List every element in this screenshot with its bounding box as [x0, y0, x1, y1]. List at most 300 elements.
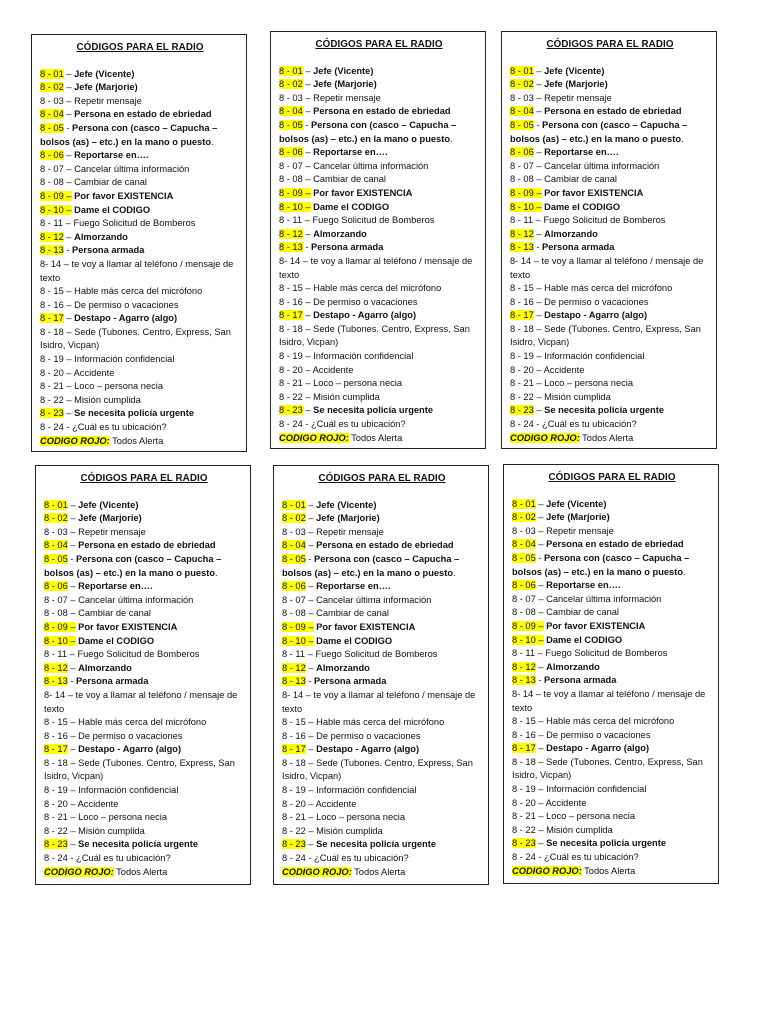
code-number: 8 - 02 — [512, 512, 536, 523]
code-number: 8 - 11 — [282, 649, 306, 660]
code-separator: – — [533, 296, 545, 307]
code-number: 8 - 21 — [512, 811, 536, 822]
code-number: 8 - 18 — [512, 756, 536, 767]
code-separator: – — [302, 391, 314, 402]
code-entry — [510, 65, 710, 79]
code-separator: – — [533, 688, 544, 699]
code-number: 8 - 19 — [279, 351, 303, 362]
code-meaning: Accidente — [543, 364, 585, 375]
code-meaning: Por favor EXISTENCIA — [316, 621, 416, 632]
code-meaning: te voy a llamar al teléfono / mensaje de texto — [279, 255, 473, 280]
code-number: 8 - 03 — [282, 526, 306, 537]
code-separator: – — [67, 513, 79, 524]
code-separator: - — [535, 675, 545, 686]
code-entry — [44, 784, 244, 798]
code-card — [503, 464, 719, 884]
code-entry — [279, 404, 479, 418]
code-separator: – — [305, 499, 317, 510]
code-separator: – — [67, 581, 79, 592]
code-number: 8 - 05 — [510, 119, 534, 130]
code-number: 8 - 08 — [40, 177, 64, 188]
code-meaning: Destapo - Agarro (algo) — [546, 743, 650, 754]
code-meaning: Por favor EXISTENCIA — [78, 621, 178, 632]
code-entry — [512, 688, 712, 715]
code-meaning: De permiso o vacaciones — [316, 730, 421, 741]
code-meaning: Persona en estado de ebriedad — [316, 540, 454, 551]
code-separator: - — [535, 552, 545, 563]
code-number: 8 - 15 — [44, 717, 68, 728]
card-title: CÓDIGOS PARA EL RADIO — [80, 473, 208, 484]
code-separator: – — [535, 580, 547, 591]
code-meaning: Loco – persona necia — [74, 381, 164, 392]
code-separator: – — [305, 581, 317, 592]
code-number: 8 - 15 — [512, 716, 536, 727]
code-separator: – — [305, 730, 317, 741]
code-separator: - — [67, 853, 77, 864]
code-meaning: Persona con (casco – Capucha – bolsos (as) – etc.) en la mano o puesto — [44, 553, 222, 578]
code-meaning: Dame el CODIGO — [78, 635, 155, 646]
code-entry — [279, 309, 479, 323]
code-separator: – — [303, 689, 314, 700]
code-entry — [512, 810, 712, 824]
code-entry — [512, 511, 712, 525]
code-meaning: Accidente — [545, 797, 587, 808]
code-entry — [510, 418, 710, 432]
code-entry — [512, 674, 712, 688]
code-meaning: Jefe (Marjorie) — [316, 513, 380, 524]
code-trail: . — [211, 136, 214, 147]
code-separator: – — [63, 367, 74, 378]
code-separator: – — [63, 163, 75, 174]
code-meaning: Por favor EXISTENCIA — [546, 620, 646, 631]
code-meaning: Persona en estado de ebriedad — [546, 539, 684, 550]
code-number: 8 - 13 — [510, 242, 534, 253]
code-separator: – — [302, 405, 314, 416]
code-separator: – — [302, 378, 314, 389]
code-meaning: Cambiar de canal — [544, 174, 617, 185]
code-number: 8 - 13 — [44, 676, 68, 687]
code-number: 8 - 04 — [279, 106, 303, 117]
code-entry — [512, 620, 712, 634]
codigo-rojo-meaning: Todos Alerta — [113, 866, 168, 877]
code-number: 8 - 18 — [40, 326, 64, 337]
code-meaning: te voy a llamar al teléfono / mensaje de texto — [282, 689, 476, 714]
code-number: 8 - 20 — [282, 798, 306, 809]
code-number: 8 - 12 — [282, 662, 306, 673]
code-number: 8 - 22 — [510, 391, 534, 402]
code-entry — [510, 404, 710, 418]
code-number: 8- 14 — [44, 689, 66, 700]
code-meaning: Persona con (casco – Capucha – bolsos (as) – etc.) en la mano o puesto — [279, 119, 457, 144]
code-separator: – — [535, 539, 547, 550]
code-separator: – — [535, 607, 547, 618]
code-number: 8 - 20 — [279, 364, 303, 375]
code-number: 8 - 19 — [282, 785, 306, 796]
code-number: 8 - 16 — [44, 730, 68, 741]
code-separator: – — [305, 540, 317, 551]
code-separator: – — [302, 160, 314, 171]
code-meaning: Fuego Solicitud de Bomberos — [77, 649, 200, 660]
code-entry — [44, 607, 244, 621]
code-meaning: Reportarse en…. — [316, 581, 391, 592]
code-separator: – — [533, 160, 545, 171]
code-number: 8 - 05 — [512, 552, 536, 563]
code-number: 8 - 11 — [512, 648, 536, 659]
code-number: 8 - 21 — [510, 378, 534, 389]
code-number: 8 - 19 — [512, 784, 536, 795]
code-separator: – — [302, 296, 314, 307]
code-separator: – — [305, 839, 317, 850]
code-number: 8 - 05 — [44, 553, 68, 564]
code-separator: – — [535, 797, 546, 808]
code-meaning: ¿Cuál es tu ubicación? — [72, 422, 167, 433]
code-entry — [510, 241, 710, 255]
code-number: 8 - 06 — [512, 580, 536, 591]
code-number: 8 - 19 — [44, 785, 68, 796]
code-meaning: Repetir mensaje — [313, 92, 381, 103]
code-meaning: Jefe (Vicente) — [313, 65, 374, 76]
code-meaning: Persona en estado de ebriedad — [313, 106, 451, 117]
code-entry — [512, 661, 712, 675]
code-number: 8- 14 — [279, 255, 301, 266]
code-entry — [510, 187, 710, 201]
code-separator: – — [531, 255, 542, 266]
code-separator: – — [63, 313, 75, 324]
code-entry — [512, 606, 712, 620]
code-meaning: Accidente — [77, 798, 119, 809]
code-separator: – — [67, 798, 78, 809]
codigo-rojo-meaning: Todos Alerta — [579, 432, 634, 443]
code-meaning: Repetir mensaje — [316, 526, 384, 537]
code-number: 8 - 12 — [279, 228, 303, 239]
code-entry — [44, 594, 244, 608]
code-number: 8 - 08 — [510, 174, 534, 185]
code-entry — [512, 797, 712, 811]
code-entry — [510, 296, 710, 310]
code-entry — [44, 539, 244, 553]
code-number: 8 - 20 — [510, 364, 534, 375]
code-number: 8 - 02 — [282, 513, 306, 524]
code-separator: – — [67, 649, 78, 660]
code-entry — [40, 163, 240, 177]
code-separator: – — [305, 513, 317, 524]
code-entry — [279, 201, 479, 215]
code-meaning: Se necesita policía urgente — [316, 839, 436, 850]
code-separator: – — [533, 323, 545, 334]
code-separator: – — [533, 351, 545, 362]
code-meaning: Jefe (Vicente) — [544, 65, 605, 76]
code-entry — [512, 593, 712, 607]
code-number: 8 - 22 — [44, 825, 68, 836]
code-card — [35, 465, 251, 885]
code-number: 8 - 08 — [512, 607, 536, 618]
code-number: 8 - 04 — [282, 540, 306, 551]
code-number: 8 - 04 — [44, 540, 68, 551]
code-entry — [44, 675, 244, 689]
code-meaning: te voy a llamar al teléfono / mensaje de texto — [44, 689, 238, 714]
code-entry — [44, 825, 244, 839]
code-separator: – — [533, 92, 545, 103]
code-entry — [44, 499, 244, 513]
code-meaning: te voy a llamar al teléfono / mensaje de texto — [40, 258, 234, 283]
code-number: 8 - 06 — [40, 150, 64, 161]
code-number: 8 - 23 — [512, 838, 536, 849]
code-meaning: Jefe (Marjorie) — [546, 512, 610, 523]
code-meaning: Sede (Tubones. Centro, Express, San Isidro, Vicpan) — [279, 323, 470, 348]
code-number: 8 - 21 — [282, 812, 306, 823]
codigo-rojo-label: CODIGO ROJO: — [279, 432, 349, 443]
code-meaning: Persona armada — [314, 676, 387, 687]
code-meaning: Cambiar de canal — [546, 607, 619, 618]
code-number: 8 - 05 — [40, 122, 64, 133]
code-number: 8 - 03 — [44, 526, 68, 537]
code-number: 8 - 16 — [279, 296, 303, 307]
code-meaning: Persona armada — [311, 242, 384, 253]
code-meaning: Fuego Solicitud de Bomberos — [543, 215, 666, 226]
code-meaning: Persona en estado de ebriedad — [544, 106, 682, 117]
code-number: 8 - 24 — [512, 852, 536, 863]
code-separator: – — [302, 106, 314, 117]
code-number: 8 - 18 — [279, 323, 303, 334]
codigo-rojo-label: CODIGO ROJO: — [282, 866, 352, 877]
code-entry — [279, 241, 479, 255]
code-number: 8 - 12 — [510, 228, 534, 239]
codigo-rojo-label: CODIGO ROJO: — [44, 866, 114, 877]
code-entry — [282, 526, 482, 540]
code-number: 8 - 11 — [279, 215, 303, 226]
code-meaning: Misión cumplida — [546, 824, 613, 835]
code-number: 8 - 24 — [282, 853, 306, 864]
code-entry — [510, 309, 710, 323]
code-meaning: Cambiar de canal — [313, 174, 386, 185]
code-number: 8 - 13 — [279, 242, 303, 253]
code-entry — [510, 214, 710, 228]
code-separator: – — [535, 743, 547, 754]
code-separator: - — [63, 245, 73, 256]
code-meaning: Hable más cerca del micrófono — [546, 716, 675, 727]
code-meaning: Cambiar de canal — [74, 177, 147, 188]
code-separator: – — [63, 150, 75, 161]
code-meaning: De permiso o vacaciones — [546, 729, 651, 740]
code-entry — [510, 201, 710, 215]
code-card — [270, 31, 486, 449]
code-entry — [282, 689, 482, 716]
code-entry — [40, 326, 240, 353]
code-number: 8 - 17 — [40, 313, 64, 324]
code-separator: – — [302, 92, 314, 103]
code-number: 8 - 16 — [512, 729, 536, 740]
code-entry — [510, 146, 710, 160]
code-separator: – — [67, 526, 79, 537]
code-trail: . — [683, 566, 686, 577]
card-title: CÓDIGOS PARA EL RADIO — [315, 39, 443, 50]
code-separator: – — [535, 716, 547, 727]
code-separator: - — [63, 122, 73, 133]
code-separator: – — [63, 299, 75, 310]
code-meaning: Se necesita policía urgente — [313, 405, 433, 416]
code-meaning: De permiso o vacaciones — [74, 299, 179, 310]
code-trail: . — [453, 567, 456, 578]
code-separator: – — [305, 526, 317, 537]
code-entry — [279, 92, 479, 106]
codigo-rojo-label: CODIGO ROJO: — [510, 432, 580, 443]
code-number: 8 - 08 — [44, 608, 68, 619]
codigo-rojo-meaning: Todos Alerta — [351, 866, 406, 877]
codigo-rojo-line — [510, 432, 710, 446]
code-meaning: Sede (Tubones. Centro, Express, San Isidro, Vicpan) — [40, 326, 231, 351]
code-number: 8 - 16 — [40, 299, 64, 310]
code-number: 8 - 23 — [44, 839, 68, 850]
code-separator: – — [302, 310, 314, 321]
code-number: 8 - 01 — [44, 499, 68, 510]
code-number: 8 - 19 — [510, 351, 534, 362]
code-separator: – — [67, 717, 79, 728]
code-card — [501, 31, 717, 449]
code-number: 8 - 10 – — [510, 201, 542, 212]
code-entry — [279, 418, 479, 432]
code-entry — [510, 255, 710, 282]
code-number: 8 - 13 — [40, 245, 64, 256]
code-entry — [512, 552, 712, 579]
code-number: 8 - 23 — [279, 405, 303, 416]
code-number: 8 - 16 — [510, 296, 534, 307]
code-meaning: Accidente — [312, 364, 354, 375]
code-meaning: Hable más cerca del micrófono — [544, 283, 673, 294]
code-entry — [40, 394, 240, 408]
code-separator: – — [67, 730, 79, 741]
code-entry — [40, 204, 240, 218]
code-number: 8 - 16 — [282, 730, 306, 741]
codigo-rojo-line — [40, 435, 240, 449]
codigo-rojo-line — [279, 432, 479, 446]
code-meaning: De permiso o vacaciones — [78, 730, 183, 741]
code-number: 8 - 09 – — [510, 187, 542, 198]
code-number: 8 - 11 — [40, 218, 64, 229]
code-meaning: Sede (Tubones. Centro, Express, San Isidro, Vicpan) — [282, 757, 473, 782]
code-number: 8 - 01 — [279, 65, 303, 76]
code-trail: . — [681, 133, 684, 144]
code-meaning: Jefe (Vicente) — [316, 499, 377, 510]
code-entry — [510, 228, 710, 242]
code-entry — [279, 228, 479, 242]
code-number: 8 - 09 – — [40, 190, 72, 201]
code-entry — [510, 173, 710, 187]
code-entry — [279, 173, 479, 187]
code-number: 8 - 12 — [44, 662, 68, 673]
code-meaning: Fuego Solicitud de Bomberos — [545, 648, 668, 659]
code-separator: – — [535, 824, 547, 835]
code-meaning: Destapo - Agarro (algo) — [78, 744, 182, 755]
code-meaning: Información confidencial — [78, 785, 179, 796]
code-entry — [279, 255, 479, 282]
code-meaning: Persona con (casco – Capucha – bolsos (as) – etc.) en la mano o puesto — [510, 119, 688, 144]
code-separator: – — [63, 95, 75, 106]
code-entry — [44, 526, 244, 540]
code-separator: – — [63, 408, 75, 419]
code-entry — [282, 607, 482, 621]
code-entry — [279, 296, 479, 310]
code-meaning: Misión cumplida — [74, 394, 141, 405]
code-number: 8 - 24 — [40, 422, 64, 433]
code-meaning: Cancelar última información — [544, 160, 660, 171]
code-meaning: Destapo - Agarro (algo) — [74, 313, 178, 324]
code-separator: – — [533, 391, 545, 402]
code-number: 8 - 17 — [512, 743, 536, 754]
code-meaning: Cancelar última información — [546, 593, 662, 604]
code-meaning: Persona armada — [76, 676, 149, 687]
codigo-rojo-meaning: Todos Alerta — [109, 435, 164, 446]
code-separator: – — [535, 512, 547, 523]
code-meaning: Almorzando — [544, 228, 598, 239]
code-entry — [512, 837, 712, 851]
code-entry — [279, 119, 479, 146]
code-entry — [510, 105, 710, 119]
code-separator: – — [302, 323, 314, 334]
code-number: 8 - 12 — [512, 661, 536, 672]
code-number: 8 - 07 — [282, 594, 306, 605]
code-number: 8- 14 — [510, 255, 532, 266]
code-entry — [512, 579, 712, 593]
code-number: 8 - 06 — [282, 581, 306, 592]
code-entry — [40, 81, 240, 95]
code-meaning: Cancelar última información — [78, 594, 194, 605]
code-meaning: Jefe (Vicente) — [74, 68, 135, 79]
code-meaning: Jefe (Marjorie) — [544, 79, 608, 90]
code-separator: – — [300, 255, 311, 266]
code-number: 8 - 22 — [512, 824, 536, 835]
code-meaning: Sede (Tubones. Centro, Express, San Isidro, Vicpan) — [510, 323, 701, 348]
codigo-rojo-line — [282, 866, 482, 880]
code-number: 8 - 09 – — [512, 620, 544, 631]
code-entry — [512, 783, 712, 797]
code-separator: – — [67, 785, 79, 796]
code-number: 8 - 09 – — [282, 621, 314, 632]
code-number: 8 - 24 — [44, 853, 68, 864]
code-separator: – — [535, 648, 546, 659]
code-number: 8 - 10 – — [282, 635, 314, 646]
code-meaning: Loco – persona necia — [544, 378, 634, 389]
code-number: 8 - 05 — [279, 119, 303, 130]
code-number: 8 - 07 — [44, 594, 68, 605]
code-meaning: Reportarse en…. — [78, 581, 153, 592]
code-entry — [40, 407, 240, 421]
code-separator: - — [302, 242, 312, 253]
code-meaning: Hable más cerca del micrófono — [78, 717, 207, 728]
code-entry — [44, 743, 244, 757]
code-entry — [40, 217, 240, 231]
code-separator: – — [67, 499, 79, 510]
code-separator: – — [63, 326, 75, 337]
code-separator: – — [535, 661, 547, 672]
code-meaning: Cancelar última información — [316, 594, 432, 605]
code-meaning: Información confidencial — [546, 784, 647, 795]
code-trail: . — [450, 133, 453, 144]
code-entry — [279, 160, 479, 174]
code-meaning: Por favor EXISTENCIA — [313, 187, 413, 198]
code-meaning: Fuego Solicitud de Bomberos — [312, 215, 435, 226]
code-meaning: Persona en estado de ebriedad — [74, 109, 212, 120]
code-meaning: Dame el CODIGO — [316, 635, 393, 646]
code-entry — [279, 323, 479, 350]
code-separator: – — [302, 147, 314, 158]
code-separator: - — [535, 852, 545, 863]
code-entry — [44, 798, 244, 812]
code-meaning: Jefe (Marjorie) — [313, 79, 377, 90]
code-separator: – — [533, 364, 544, 375]
code-meaning: Hable más cerca del micrófono — [313, 283, 442, 294]
code-separator: – — [305, 649, 316, 660]
code-number: 8 - 18 — [510, 323, 534, 334]
